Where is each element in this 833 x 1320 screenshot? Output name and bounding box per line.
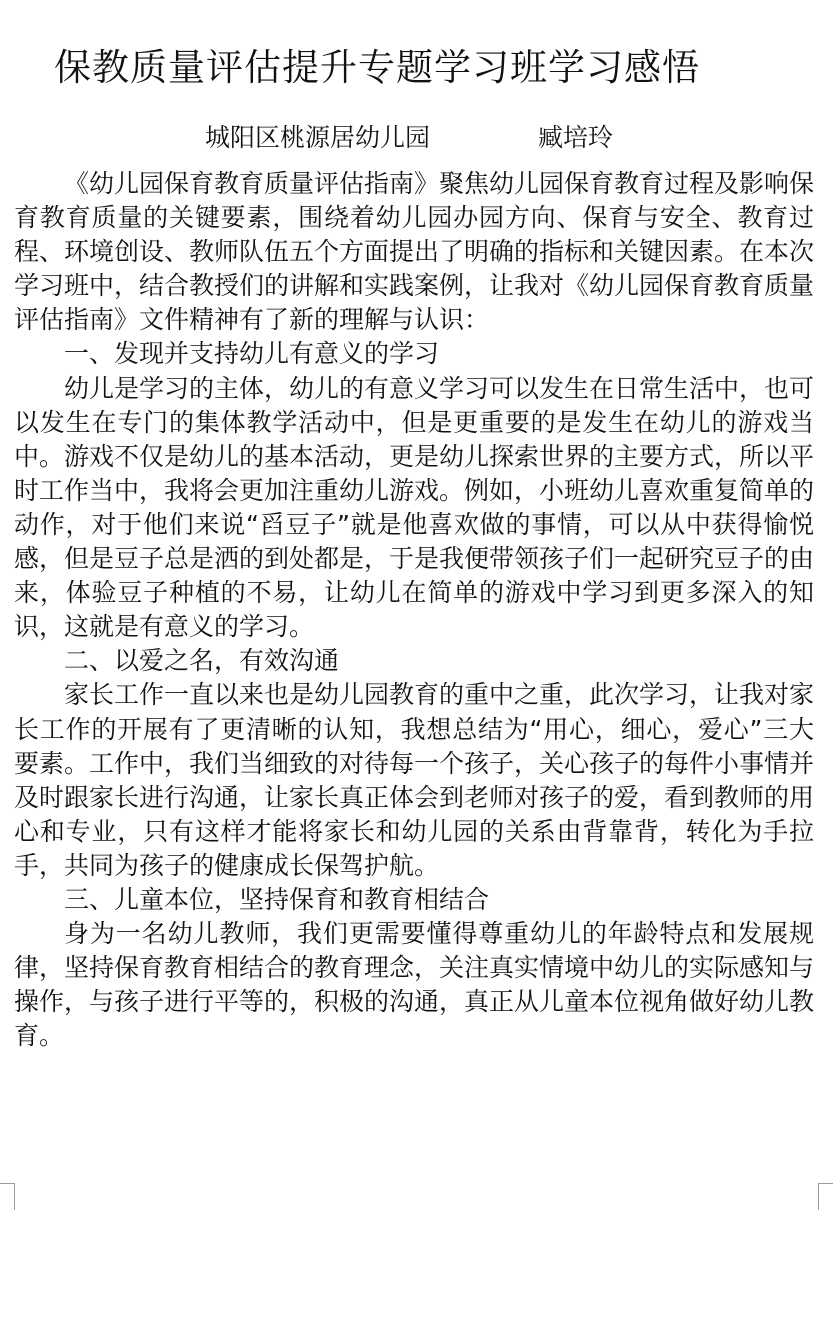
document-body bbox=[14, 167, 814, 1053]
section-heading-2: 二、以爱之名，有效沟通 bbox=[64, 646, 340, 676]
organization-name: 城阳区桃源居幼儿园 bbox=[205, 123, 431, 152]
page-corner-mark-right bbox=[818, 1183, 833, 1210]
byline bbox=[205, 118, 613, 158]
intro-paragraph: 《幼儿园保育教育质量评估指南》聚焦幼儿园保育教育过程及影响保育教育质量的关键要素，围绕着幼儿园办园方向、保育与安全、教育过程、环境创设、教师队伍五个方面提出了明确的指标和关键因素。在本次学习班中，结合教授们的讲解和实践案例，让我对《幼儿园保育教育质量评估指南》文件精神有了新的理解与认识： bbox=[14, 169, 815, 335]
document-title: 保教质量评估提升专题学习班学习感悟 bbox=[54, 46, 700, 89]
section-paragraph-3: 身为一名幼儿教师，我们更需要懂得尊重幼儿的年龄特点和发展规律，坚持保育教育相结合的教育理念，关注真实情境中幼儿的实际感知与操作，与孩子进行平等的，积极的沟通，真正从儿童本位视角做好幼儿教育。 bbox=[14, 919, 815, 1051]
page-corner-mark-left bbox=[0, 1183, 15, 1210]
section-paragraph-1: 幼儿是学习的主体，幼儿的有意义学习可以发生在日常生活中，也可以发生在专门的集体教学活动中，但是更重要的是发生在幼儿的游戏当中。游戏不仅是幼儿的基本活动，更是幼儿探索世界的主要方式，所以平时工作当中，我将会更加注重幼儿游戏。例如，小班幼儿喜欢重复简单的动作，对于他们来说“舀豆子”就是他喜欢做的事情，可以从中获得愉悦感，但是豆子总是洒的到处都是，于是我便带领孩子们一起研究豆子的由来，体验豆子种植的不易，让幼儿在简单的游戏中学习到更多深入的知识，这就是有意义的学习。 bbox=[14, 373, 815, 642]
section-heading-3: 三、儿童本位，坚持保育和教育相结合 bbox=[64, 884, 490, 914]
author-name: 臧培玲 bbox=[537, 123, 613, 152]
section-heading-1: 一、发现并支持幼儿有意义的学习 bbox=[64, 339, 440, 369]
section-paragraph-2: 家长工作一直以来也是幼儿园教育的重中之重，此次学习，让我对家长工作的开展有了更清晰的认知，我想总结为“用心，细心，爱心”三大要素。工作中，我们当细致的对待每一个孩子，关心孩子的每件小事情并及时跟家长进行沟通，让家长真正体会到老师对孩子的爱，看到教师的用心和专业，只有这样才能将家长和幼儿园的关系由背靠背，转化为手拉手，共同为孩子的健康成长保驾护航。 bbox=[14, 680, 815, 880]
